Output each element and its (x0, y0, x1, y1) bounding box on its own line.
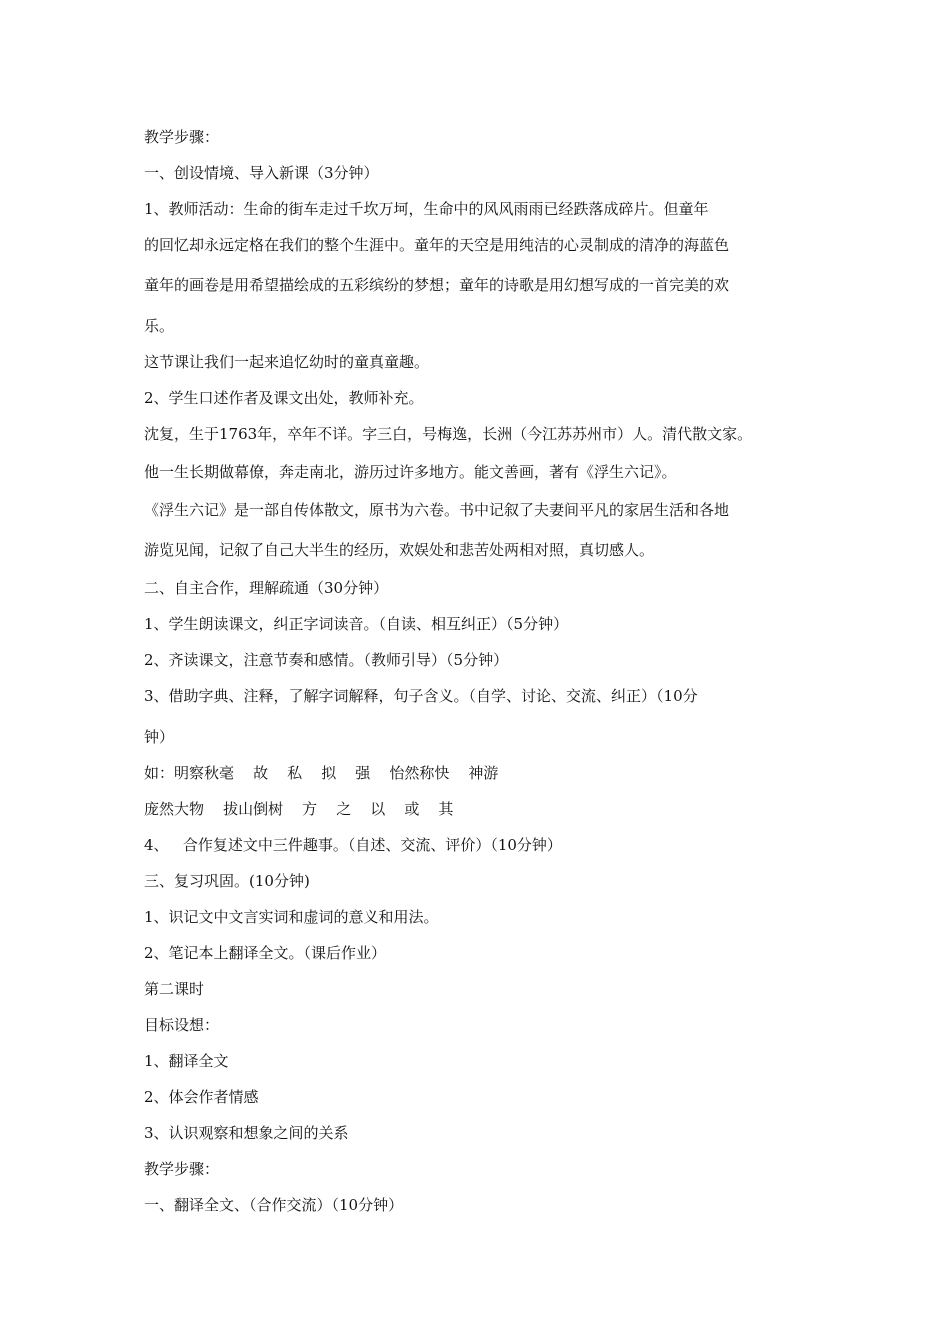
text-line: 二、自主合作，理解疏通（30分钟） (144, 579, 389, 597)
text-line: 这节课让我们一起来追忆幼时的童真童趣。 (144, 353, 430, 371)
text-line: 1、教师活动：生命的街车走过千坎万坷，生命中的风风雨雨已经跌落成碎片。但童年 (144, 200, 709, 218)
text-line: 《浮生六记》是一部自传体散文，原书为六卷。书中记叙了夫妻间平凡的家居生活和各地 (144, 501, 730, 519)
text-line: 钟） (144, 728, 175, 746)
text-line: 乐。 (144, 317, 175, 335)
text-line: 游览见闻，记叙了自己大半生的经历，欢娱处和悲苦处两相对照，真切感人。 (144, 541, 655, 559)
text-line: 2、齐读课文，注意节奏和感情。（教师引导）（5分钟） (144, 651, 509, 669)
text-line: 2、体会作者情感 (144, 1088, 259, 1106)
text-line: 2、学生口述作者及课文出处，教师补充。 (144, 389, 424, 407)
text-line: 一、创设情境、导入新课（3分钟） (144, 164, 379, 182)
text-line: 庞然大物 拔山倒树 方 之 以 或 其 (144, 800, 454, 818)
text-line: 1、识记文中文言实词和虚词的意义和用法。 (144, 908, 439, 926)
text-line: 沈复，生于1763年，卒年不详。字三白，号梅逸，长洲（今江苏苏州市）人。清代散文家。 (144, 425, 753, 443)
text-line: 目标设想： (144, 1016, 220, 1034)
text-line: 的回忆却永远定格在我们的整个生涯中。童年的天空是用纯洁的心灵制成的清净的海蓝色 (144, 236, 730, 254)
text-line: 童年的画卷是用希望描绘成的五彩缤纷的梦想；童年的诗歌是用幻想写成的一首完美的欢 (144, 276, 730, 294)
text-line: 3、认识观察和想象之间的关系 (144, 1124, 349, 1142)
text-line: 4、 合作复述文中三件趣事。（自述、交流、评价）（10分钟） (144, 836, 562, 854)
text-line: 一、翻译全文、（合作交流）（10分钟） (144, 1196, 404, 1214)
text-line: 教学步骤： (144, 128, 220, 146)
text-line: 他一生长期做幕僚，奔走南北，游历过许多地方。能文善画，著有《浮生六记》。 (144, 463, 677, 481)
text-line: 如：明察秋毫 故 私 拟 强 怡然称快 神游 (144, 764, 499, 782)
text-line: 3、借助字典、注释，了解字词解释，句子含义。（自学、讨论、交流、纠正）（10分 (144, 687, 698, 705)
text-line: 1、翻译全文 (144, 1052, 229, 1070)
text-line: 三、复习巩固。(10分钟) (144, 872, 310, 890)
text-line: 2、笔记本上翻译全文。（课后作业） (144, 944, 387, 962)
text-line: 第二课时 (144, 980, 205, 998)
text-line: 教学步骤： (144, 1160, 220, 1178)
text-line: 1、学生朗读课文，纠正字词读音。（自读、相互纠正）（5分钟） (144, 615, 569, 633)
